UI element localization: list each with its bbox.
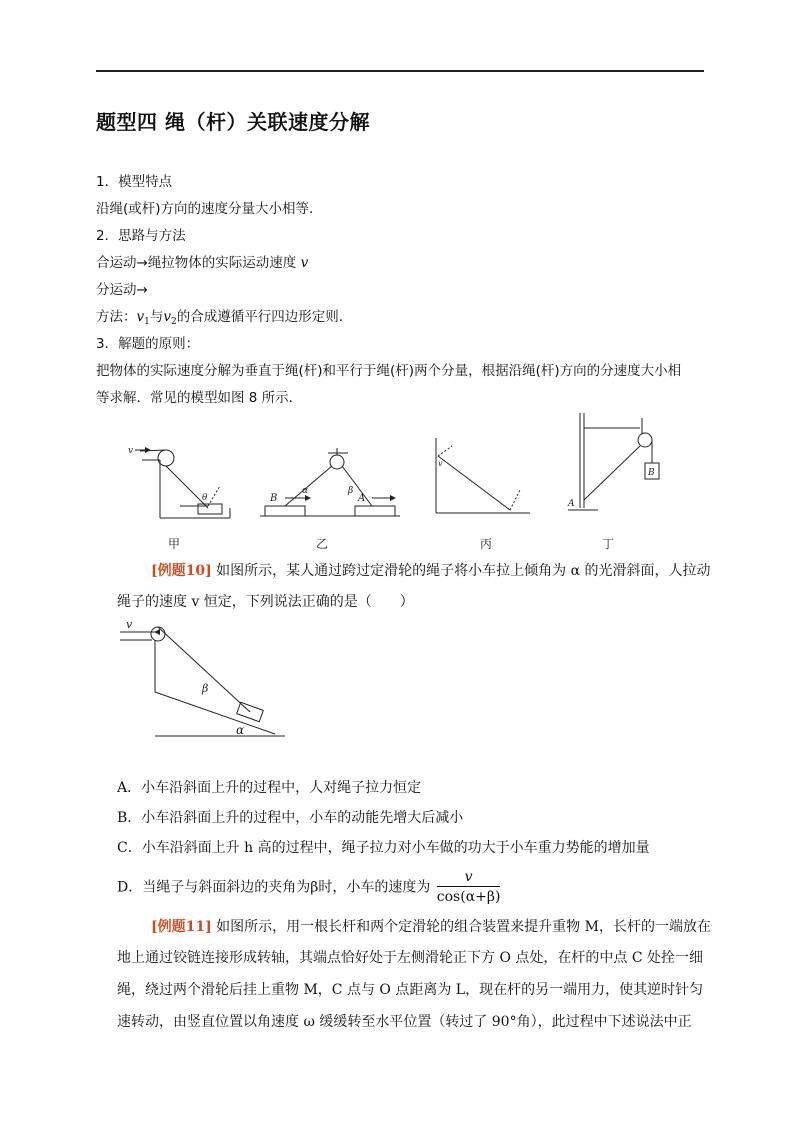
yi-alpha: α: [302, 486, 309, 496]
page-title: 题型四 绳（杆）关联速度分解: [96, 110, 370, 134]
section-2-heading: 2．思路与方法: [96, 228, 186, 244]
jia-v: v: [128, 446, 134, 456]
method-prefix: 方法：: [96, 309, 137, 325]
model-jia: [128, 446, 230, 550]
label-yi: 乙: [316, 537, 329, 550]
label-ding: 丁: [602, 537, 615, 550]
jia-theta: θ: [202, 493, 208, 503]
option-c[interactable]: C．小车沿斜面上升 h 高的过程中，绳子拉力对小车做的功大于小车重力势能的增加量: [117, 840, 650, 856]
option-b[interactable]: B．小车沿斜面上升的过程中，小车的动能先增大后减小: [117, 810, 464, 826]
section-3-line1: 把物体的实际速度分解为垂直于绳(杆)和平行于绳(杆)两个分量，根据沿绳(杆)方向的分速度大小相: [96, 363, 682, 379]
method-suffix: 的合成遵循平行四边形定则．: [176, 309, 353, 325]
option-d[interactable]: [117, 868, 500, 907]
composite-motion-line: [96, 251, 308, 271]
yi-beta: β: [348, 486, 354, 496]
example-11-line1: [151, 916, 711, 936]
model-ding: [567, 413, 659, 550]
section-3-line2: 等求解．常见的模型如图 8 所示．: [96, 390, 303, 406]
ex10-fig-beta: β: [202, 682, 209, 695]
example-11-line3: 绳，绕过两个滑轮后挂上重物 M，C 点与 O 点距离为 L，现在杆的另一端用力，使其逆时针匀: [117, 982, 704, 998]
model-yi: [260, 448, 400, 550]
option-d-text: D．当绳子与斜面斜边的夹角为β时，小车的速度为: [117, 879, 431, 896]
component-motion-line: 分运动→: [96, 282, 148, 298]
example-11-line2: 地上通过铰链连接形成转轴，其端点恰好处于左侧滑轮正下方 O 点处，在杆的中点 C 处拴一细: [117, 950, 703, 966]
yi-B: B: [270, 493, 278, 504]
composite-motion-text: 合运动→绳拉物体的实际运动速度: [96, 255, 297, 271]
method-and: 与: [149, 309, 164, 325]
v2-var: v: [163, 309, 172, 325]
label-jia: 甲: [168, 537, 181, 550]
section-1-heading: 1．模型特点: [96, 174, 173, 190]
example-11-line4: 速转动，由竖直位置以角速度 ω 缓缓转至水平位置（转过了 90°角），此过程中下述说法中正: [117, 1014, 692, 1030]
ex10-fig-alpha: α: [236, 723, 245, 737]
example-10-line2: 绳子的速度 v 恒定，下列说法正确的是（ ）: [117, 594, 414, 610]
example-10-tag: [例题10]: [151, 563, 212, 579]
model-bing: [436, 438, 530, 550]
method-line: [96, 305, 352, 327]
ex10-fig-v: v: [126, 618, 133, 631]
example-10-text1: 如图所示，某人通过跨过定滑轮的绳子将小车拉上倾角为 α 的光滑斜面，人拉动: [211, 563, 711, 579]
example-11-text1: 如图所示，用一根长杆和两个定滑轮的组合装置来提升重物 M，长杆的一端放在: [211, 919, 711, 935]
yi-A: A: [358, 493, 366, 504]
v2-sub: 2: [171, 317, 177, 327]
top-rule: [96, 70, 704, 72]
bing-v: v: [438, 459, 443, 468]
example-11-tag: [例题11]: [151, 919, 212, 935]
option-d-denominator: cos(α+β): [436, 889, 501, 905]
v1-sub: 1: [144, 317, 150, 327]
figure-8-models: [110, 408, 690, 550]
option-a[interactable]: A．小车沿斜面上升的过程中，人对绳子拉力恒定: [117, 780, 422, 796]
option-d-numerator: v: [437, 868, 501, 887]
option-d-fraction: [437, 868, 501, 907]
composite-motion-var: v: [300, 255, 309, 271]
example-10-figure: [110, 612, 290, 747]
example-10-line1: [151, 560, 711, 580]
section-1-text: 沿绳(或杆)方向的速度分量大小相等．: [96, 201, 323, 217]
v1-var: v: [136, 309, 145, 325]
section-3-heading: 3．解题的原则：: [96, 336, 200, 352]
label-bing: 丙: [480, 537, 493, 550]
ding-A: A: [568, 499, 575, 509]
ding-B: B: [648, 468, 655, 478]
